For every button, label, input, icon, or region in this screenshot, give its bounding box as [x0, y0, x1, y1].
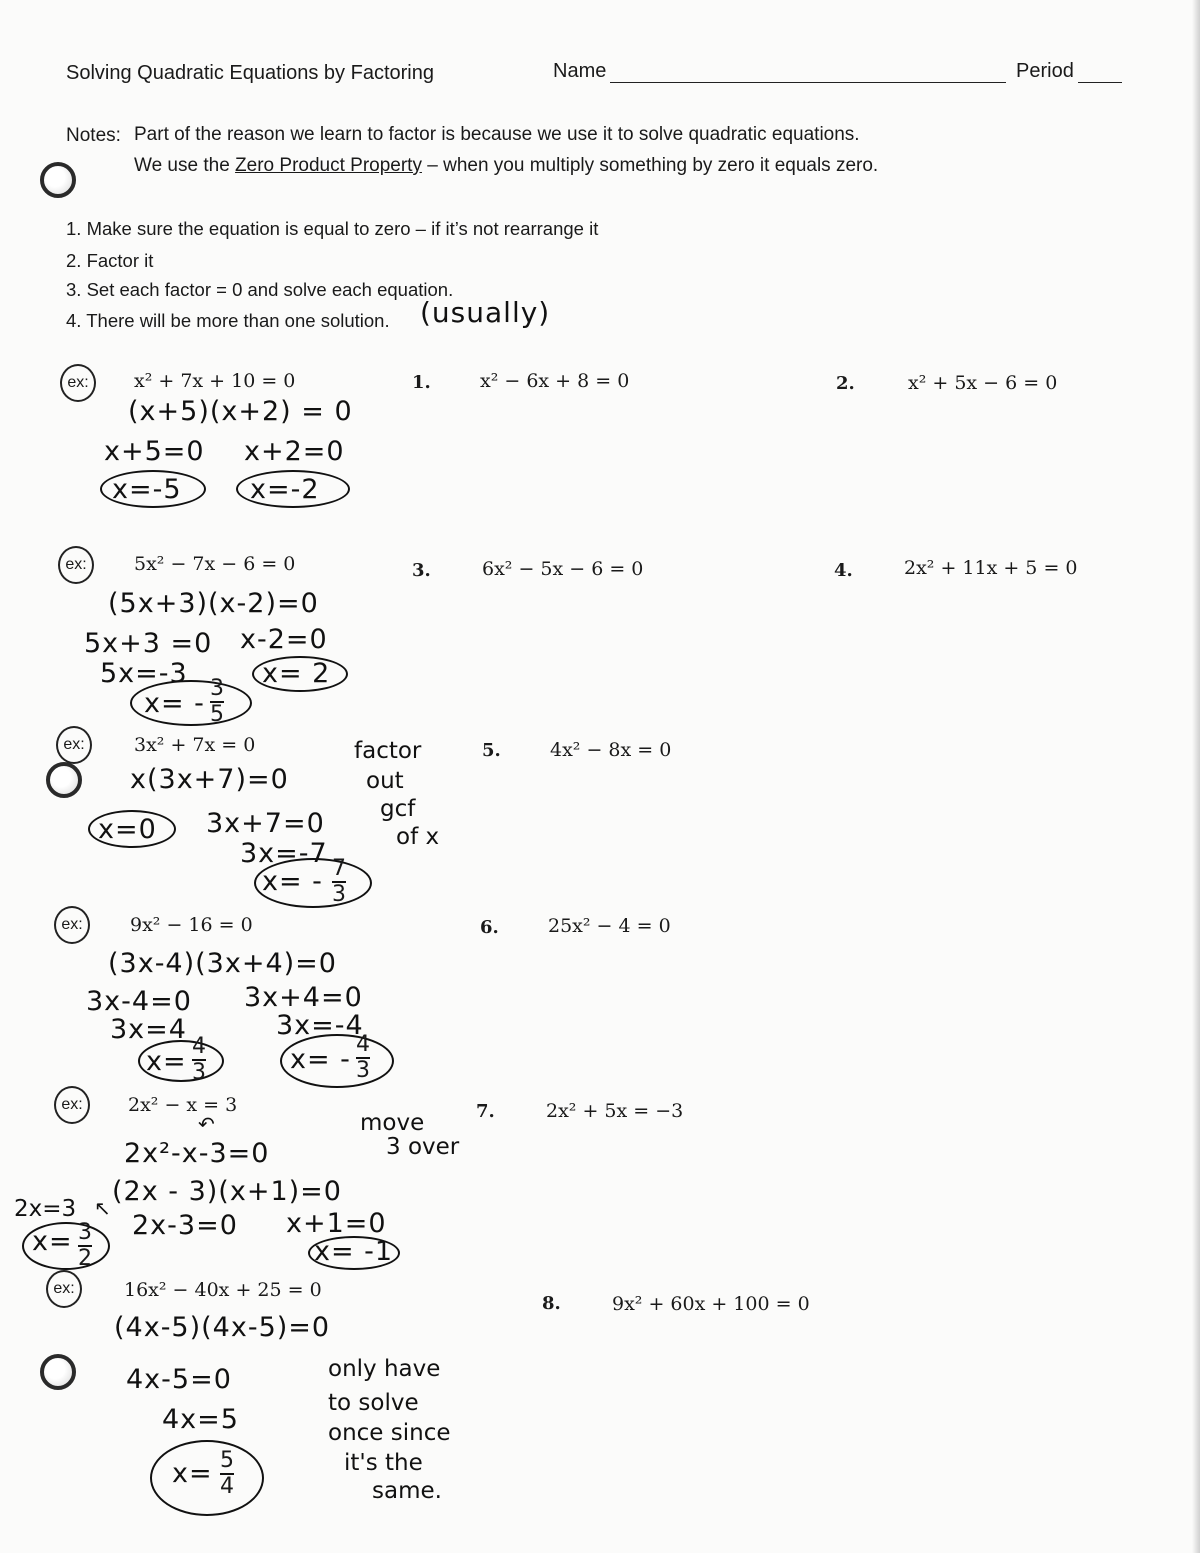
ex-badge-4: ex: [54, 906, 90, 944]
example-3-factored: x(3x+7)=0 [130, 764, 289, 795]
example-5-answer-a-prefix: x= [32, 1226, 73, 1257]
example-3-note-1: factor [354, 738, 422, 764]
example-5-factored: (2x - 3)(x+1)=0 [112, 1176, 342, 1207]
example-6-note-5: same. [372, 1478, 442, 1504]
example-4-answer-b-fraction [356, 1034, 370, 1082]
punch-hole-icon [40, 1354, 76, 1390]
worksheet-title: Solving Quadratic Equations by Factoring [66, 62, 434, 84]
example-5-answer-b: x= -1 [314, 1236, 394, 1267]
curved-arrow-icon: ↶ [198, 1112, 216, 1136]
example-2-factor-a: 5x+3 =0 [84, 628, 213, 659]
fraction-numerator: 3 [78, 1220, 92, 1245]
example-2-answer-a-fraction [210, 678, 224, 726]
step-1: 1. Make sure the equation is equal to zero – if it’s not rearrange it [66, 218, 599, 239]
example-4-equation: 9x² − 16 = 0 [130, 914, 253, 936]
ex-badge-1: ex: [60, 364, 96, 402]
name-blank-line[interactable] [610, 82, 1006, 83]
problem-4-number: 4. [834, 560, 853, 581]
problem-3-number: 3. [412, 560, 431, 581]
example-3-note-3: gcf [380, 796, 416, 822]
problem-6-number: 6. [480, 917, 499, 938]
example-6-factored: (4x-5)(4x-5)=0 [114, 1312, 331, 1343]
ex-badge-3: ex: [56, 726, 92, 764]
problem-5-number: 5. [482, 740, 501, 761]
name-label: Name [553, 60, 607, 82]
example-4-factor-b: 3x+4=0 [244, 982, 363, 1013]
fraction-denominator: 3 [356, 1058, 370, 1083]
example-3-equation: 3x² + 7x = 0 [134, 734, 256, 756]
fraction-denominator: 5 [210, 702, 224, 727]
example-3-factor-b: 3x+7=0 [206, 808, 325, 839]
example-2-answer-a-prefix: x= - [144, 688, 205, 719]
period-blank-line[interactable] [1078, 82, 1122, 83]
page-edge-shadow [1192, 0, 1200, 1553]
zero-product-property-term: Zero Product Property [235, 155, 422, 176]
example-1-factor-b: x+2=0 [244, 436, 345, 467]
example-4-answer-a-prefix: x= [146, 1046, 187, 1077]
period-label: Period [1016, 60, 1074, 82]
example-3-step: 3x=-7 [240, 838, 328, 869]
ex-badge-2: ex: [58, 546, 94, 584]
problem-1-equation: x² − 6x + 8 = 0 [480, 370, 630, 392]
punch-hole-icon [40, 162, 76, 198]
example-5-factor-a: 2x-3=0 [132, 1210, 238, 1241]
example-5-step: 2x=3 [14, 1196, 77, 1222]
example-6-answer-fraction [220, 1450, 234, 1498]
problem-2-number: 2. [836, 373, 855, 394]
example-6-step: 4x=5 [162, 1404, 239, 1435]
notes-label: Notes: [66, 125, 121, 146]
example-1-factored: (x+5)(x+2) = 0 [128, 396, 353, 427]
step-3: 3. Set each factor = 0 and solve each equation. [66, 279, 454, 300]
fraction-denominator: 3 [192, 1060, 206, 1085]
notes-line-1: Part of the reason we learn to factor is because we use it to solve quadratic equations. [134, 124, 860, 145]
example-3-note-4: of x [396, 824, 440, 850]
notes-line-2-prefix: We use the [134, 155, 236, 176]
problem-6-equation: 25x² − 4 = 0 [548, 915, 671, 937]
example-4-answer-a-fraction [192, 1036, 206, 1084]
problem-8-number: 8. [542, 1293, 561, 1314]
fraction-numerator: 4 [356, 1032, 370, 1057]
example-2-factored: (5x+3)(x-2)=0 [108, 588, 319, 619]
example-1-equation: x² + 7x + 10 = 0 [134, 370, 296, 392]
example-3-answer-b-fraction [332, 858, 346, 906]
example-5-equation: 2x² − x = 3 [128, 1094, 238, 1116]
problem-8-equation: 9x² + 60x + 100 = 0 [612, 1293, 810, 1315]
problem-4-equation: 2x² + 11x + 5 = 0 [904, 557, 1078, 579]
example-5-rearranged: 2x²-x-3=0 [124, 1138, 270, 1169]
ex-badge-6: ex: [46, 1270, 82, 1308]
fraction-numerator: 3 [210, 676, 224, 701]
punch-hole-icon [46, 762, 82, 798]
notes-line-2-suffix: – when you multiply something by zero it equals zero. [421, 155, 879, 176]
example-2-answer-b: x= 2 [262, 658, 331, 689]
example-3-answer-b-prefix: x= - [262, 866, 323, 897]
example-4-factor-a: 3x-4=0 [86, 986, 192, 1017]
example-1-answer-a: x=-5 [112, 474, 182, 505]
example-3-answer-a: x=0 [98, 814, 157, 845]
example-6-note-1: only have [328, 1356, 441, 1382]
example-6-note-3: once since [328, 1420, 451, 1446]
example-5-note-2: 3 over [386, 1134, 460, 1160]
ex-badge-5: ex: [54, 1086, 90, 1124]
example-4-factored: (3x-4)(3x+4)=0 [108, 948, 337, 979]
example-5-answer-a-fraction [78, 1222, 92, 1270]
step-4: 4. There will be more than one solution. [66, 310, 390, 331]
example-4-answer-b-prefix: x= - [290, 1044, 351, 1075]
handwritten-usually: (usually) [420, 296, 551, 329]
notes-line-2 [134, 155, 878, 177]
example-6-factor: 4x-5=0 [126, 1364, 232, 1395]
fraction-numerator: 4 [192, 1034, 206, 1059]
example-1-factor-a: x+5=0 [104, 436, 205, 467]
example-5-note-1: move [360, 1110, 425, 1136]
example-6-answer-prefix: x= [172, 1458, 213, 1489]
example-4-step-a: 3x=4 [110, 1014, 187, 1045]
example-5-factor-b: x+1=0 [286, 1208, 387, 1239]
fraction-denominator: 4 [220, 1474, 234, 1499]
fraction-denominator: 2 [78, 1246, 92, 1271]
example-2-equation: 5x² − 7x − 6 = 0 [134, 553, 296, 575]
fraction-denominator: 3 [332, 882, 346, 907]
arrow-icon: ↖ [94, 1196, 112, 1220]
fraction-numerator: 7 [332, 856, 346, 881]
problem-2-equation: x² + 5x − 6 = 0 [908, 372, 1058, 394]
problem-7-equation: 2x² + 5x = −3 [546, 1100, 684, 1122]
example-6-equation: 16x² − 40x + 25 = 0 [124, 1279, 322, 1301]
problem-7-number: 7. [476, 1101, 495, 1122]
problem-5-equation: 4x² − 8x = 0 [550, 739, 672, 761]
example-3-note-2: out [366, 768, 404, 794]
problem-1-number: 1. [412, 372, 431, 393]
fraction-numerator: 5 [220, 1448, 234, 1473]
problem-3-equation: 6x² − 5x − 6 = 0 [482, 558, 644, 580]
example-6-note-2: to solve [328, 1390, 419, 1416]
example-2-step: 5x=-3 [100, 658, 188, 689]
example-1-answer-b: x=-2 [250, 474, 320, 505]
example-2-factor-b: x-2=0 [240, 624, 328, 655]
step-2: 2. Factor it [66, 250, 154, 271]
example-6-note-4: it's the [344, 1450, 423, 1476]
example-4-step-b: 3x=-4 [276, 1010, 364, 1041]
